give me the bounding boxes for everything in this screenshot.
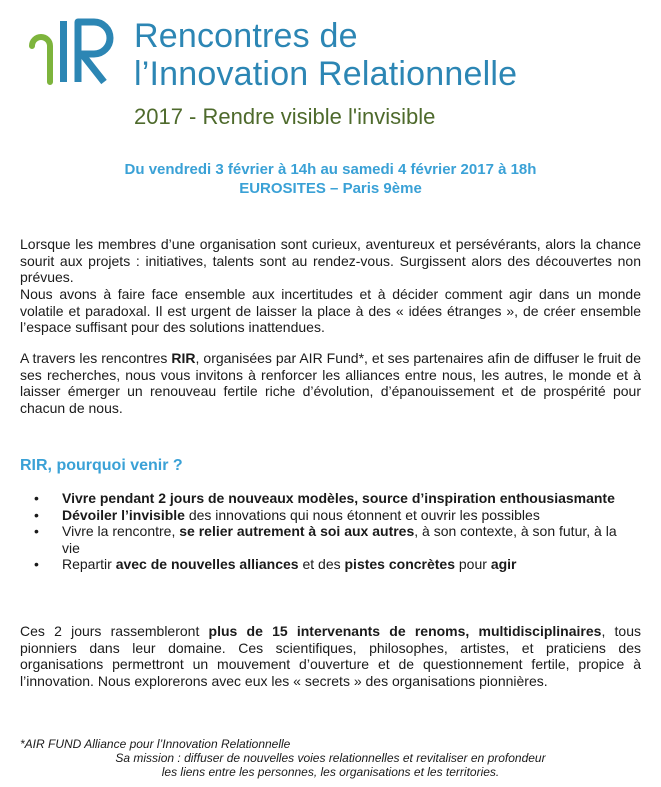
- event-venue: EUROSITES – Paris 9ème: [239, 180, 422, 197]
- item-bold: agir: [490, 556, 517, 573]
- title-line-1: Rencontres de: [134, 17, 358, 55]
- section-title-why: RIR, pourquoi venir ?: [20, 457, 183, 474]
- list-item: [20, 507, 620, 524]
- closing-bold: plus de 15 intervenants de renoms, multidisciplinaires: [208, 623, 602, 639]
- intro-paragraph-2: Nous avons à faire face ensemble aux incertitudes et à décider comment agir dans un monde volatile et paradoxal. Il est urgent de laisser la place à des « idées étranges », de créer ensemble l’espace suffisant pour des solutions inattendues.: [20, 286, 641, 336]
- title-line-2: l’Innovation Relationnelle: [134, 55, 518, 93]
- item-bold: Dévoiler l’invisible: [62, 506, 185, 523]
- closing-text-c: , tous pionniers dans leur domaine. Ces scientifiques, philosophes, artistes, et praticiens des organisations permettront un mouvement d’ouverture et de questionnement fertile, propice à l’innovation. Nous explorerons avec eux les « secrets » des organisations pionnières.: [20, 623, 641, 689]
- event-dates: Du vendredi 3 février à 14h au samedi 4 février 2017 à 18h: [124, 161, 537, 178]
- footnote: *AIR FUND Alliance pour l’Innovation Relationnelle: [20, 737, 291, 751]
- p3-rir: RIR: [171, 350, 196, 366]
- item-text: Repartir: [62, 556, 116, 573]
- item-text: pour: [455, 556, 491, 573]
- item-bold: se relier autrement à soi aux autres: [179, 523, 415, 540]
- list-item: [20, 523, 620, 556]
- intro-paragraph-3: [20, 350, 641, 416]
- intro-paragraph-1: Lorsque les membres d’une organisation sont curieux, aventureux et persévérants, alors la chance sourit aux projets : initiatives, talents sont au rendez-vous. Surgissent alors des découvertes non prévues.: [20, 236, 641, 286]
- item-bold: pistes concrètes: [344, 556, 455, 573]
- item-text: et des: [298, 556, 345, 573]
- bullet-icon: •: [34, 490, 39, 506]
- list-item: [20, 490, 620, 507]
- bullet-icon: •: [34, 523, 39, 540]
- list-item: [20, 556, 620, 573]
- subtitle: 2017 - Rendre visible l'invisible: [134, 104, 436, 129]
- closing-paragraph: [20, 623, 641, 689]
- item-text: , à son contexte, à son futur, à la vie: [62, 523, 617, 556]
- why-list: [20, 490, 620, 573]
- p3-text-a: A travers les rencontres: [20, 350, 172, 366]
- p3-text-c: , organisées par AIR Fund*, et ses partenaires afin de diffuser le fruit de ses recherches, nous vous invitons à renforcer les alliances entre nous, les autres, le monde et à laisser émerger un renouveau fertile riche d’évolution, d’épanouissement et de prospérité pour chacun de nous.: [20, 350, 642, 416]
- closing-text-a: Ces 2 jours rassembleront: [20, 623, 209, 639]
- item-bold: avec de nouvelles alliances: [115, 556, 299, 573]
- mission-line-1: Sa mission : diffuser de nouvelles voies relationnelles et revitaliser en profondeur: [115, 751, 546, 765]
- header: [0, 0, 661, 140]
- bullet-icon: •: [34, 506, 39, 523]
- mission-line-2: les liens entre les personnes, les organisations et les territories.: [161, 765, 500, 779]
- item-bold: Vivre pendant 2 jours de nouveaux modèles, source d’inspiration enthousiasmante: [62, 490, 615, 506]
- item-text: des innovations qui nous étonnent et ouvrir les possibles: [184, 506, 540, 523]
- item-text: Vivre la rencontre,: [62, 523, 180, 540]
- rir-logo: [20, 14, 120, 86]
- bullet-icon: •: [34, 556, 39, 573]
